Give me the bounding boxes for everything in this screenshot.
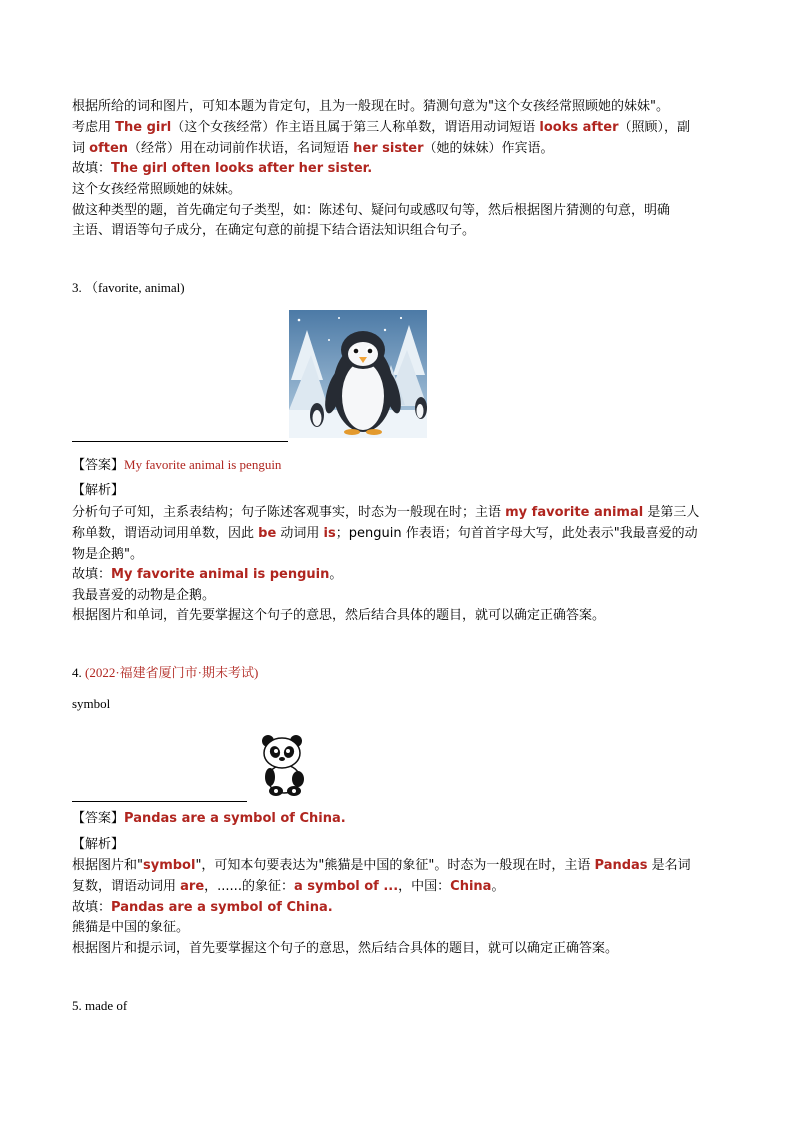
q3-prompt: 3. （favorite, animal) xyxy=(72,280,185,295)
keyword: her sister xyxy=(353,141,424,156)
penguin-image xyxy=(289,310,427,438)
q5-prompt: 5. made of xyxy=(72,998,128,1013)
q4-analysis-tag: 【解析】 xyxy=(72,837,125,852)
keyword: are xyxy=(180,879,205,894)
q4-tip: 根据图片和提示词，首先要掌握这个句子的意思，然后结合具体的题目，就可以确定正确答案。 xyxy=(72,941,619,956)
q4-source: (2022·福建省厦门市·期末考试) xyxy=(85,665,259,680)
q2-fill-line: 故填：The girl often looks after her sister. xyxy=(72,161,373,176)
q3-analysis-line-1: 分析句子可知，主系表结构；句子陈述客观事实，时态为一般现在时；主语 my favorite animal 是第三人 xyxy=(72,505,700,520)
keyword: be xyxy=(258,526,277,541)
q2-fill-answer: The girl often looks after her sister. xyxy=(111,161,373,176)
answer-tag: 【答案】 xyxy=(72,811,125,826)
q4-analysis-line-2: 复数，谓语动词用 are，......的象征：a symbol of ...，中国：China。 xyxy=(72,879,505,894)
q2-translation: 这个女孩经常照顾她的妹妹。 xyxy=(72,182,242,197)
q4-translation: 熊猫是中国的象征。 xyxy=(72,920,190,935)
keyword: is xyxy=(323,526,336,541)
keyword: my favorite animal xyxy=(505,505,644,520)
q3-translation: 我最喜爱的动物是企鹅。 xyxy=(72,588,216,603)
q3-analysis-line-2: 称单数，谓语动词用单数，因此 be 动词用 is；penguin 作表语；句首首字母大写，此处表示"我最喜爱的动 xyxy=(72,526,698,541)
q4-analysis-line-1: 根据图片和"symbol"，可知本句要表达为"熊猫是中国的象征"。时态为一般现在时，主语 Pandas 是名词 xyxy=(72,858,691,873)
q3-analysis-line-3: 物是企鹅"。 xyxy=(72,547,143,562)
q3-answer-line xyxy=(72,455,281,476)
q3-answer-blank xyxy=(72,441,288,442)
q4-header: 4. (2022·福建省厦门市·期末考试) xyxy=(72,665,259,680)
keyword: a symbol of ... xyxy=(293,879,399,894)
q2-tip-line-1: 做这种类型的题，首先确定句子类型，如：陈述句、疑问句或感叹句等，然后根据图片猜测的句意，明确 xyxy=(72,203,671,218)
q2-analysis-line-3: 词 often（经常）用在动词前作状语，名词短语 her sister（她的妹妹）作宾语。 xyxy=(72,141,554,156)
q2-analysis-line-2: 考虑用 The girl（这个女孩经常）作主语且属于第三人称单数，谓语用动词短语 looks after（照顾），副 xyxy=(72,120,691,135)
panda-image xyxy=(256,733,310,797)
q2-analysis-line-1: 根据所给的词和图片，可知本题为肯定句，且为一般现在时。猜测句意为"这个女孩经常照顾她的妹妹"。 xyxy=(72,99,669,114)
keyword: Pandas xyxy=(594,858,648,873)
q4-word: symbol xyxy=(72,696,111,711)
keyword: often xyxy=(89,141,129,156)
keyword: symbol xyxy=(142,858,196,873)
q4-answer-blank xyxy=(72,801,247,802)
q3-answer: My favorite animal is penguin xyxy=(124,457,282,472)
q4-fill-line: 故填：Pandas are a symbol of China. xyxy=(72,900,333,915)
q2-tip-line-2: 主语、谓语等句子成分，在确定句意的前提下结合语法知识组合句子。 xyxy=(72,223,476,238)
q4-answer: Pandas are a symbol of China. xyxy=(124,811,346,826)
answer-tag: 【答案】 xyxy=(72,458,125,473)
q4-fill-answer: Pandas are a symbol of China. xyxy=(111,900,333,915)
q3-analysis-tag: 【解析】 xyxy=(72,483,125,498)
q3-fill-answer: My favorite animal is penguin xyxy=(111,567,330,582)
keyword: The girl xyxy=(115,120,172,135)
q3-tip: 根据图片和单词，首先要掌握这个句子的意思，然后结合具体的题目，就可以确定正确答案。 xyxy=(72,608,606,623)
keyword: looks after xyxy=(539,120,619,135)
keyword: China xyxy=(450,879,492,894)
q3-fill-line: 故填：My favorite animal is penguin。 xyxy=(72,567,343,582)
q4-answer-line xyxy=(72,809,346,829)
